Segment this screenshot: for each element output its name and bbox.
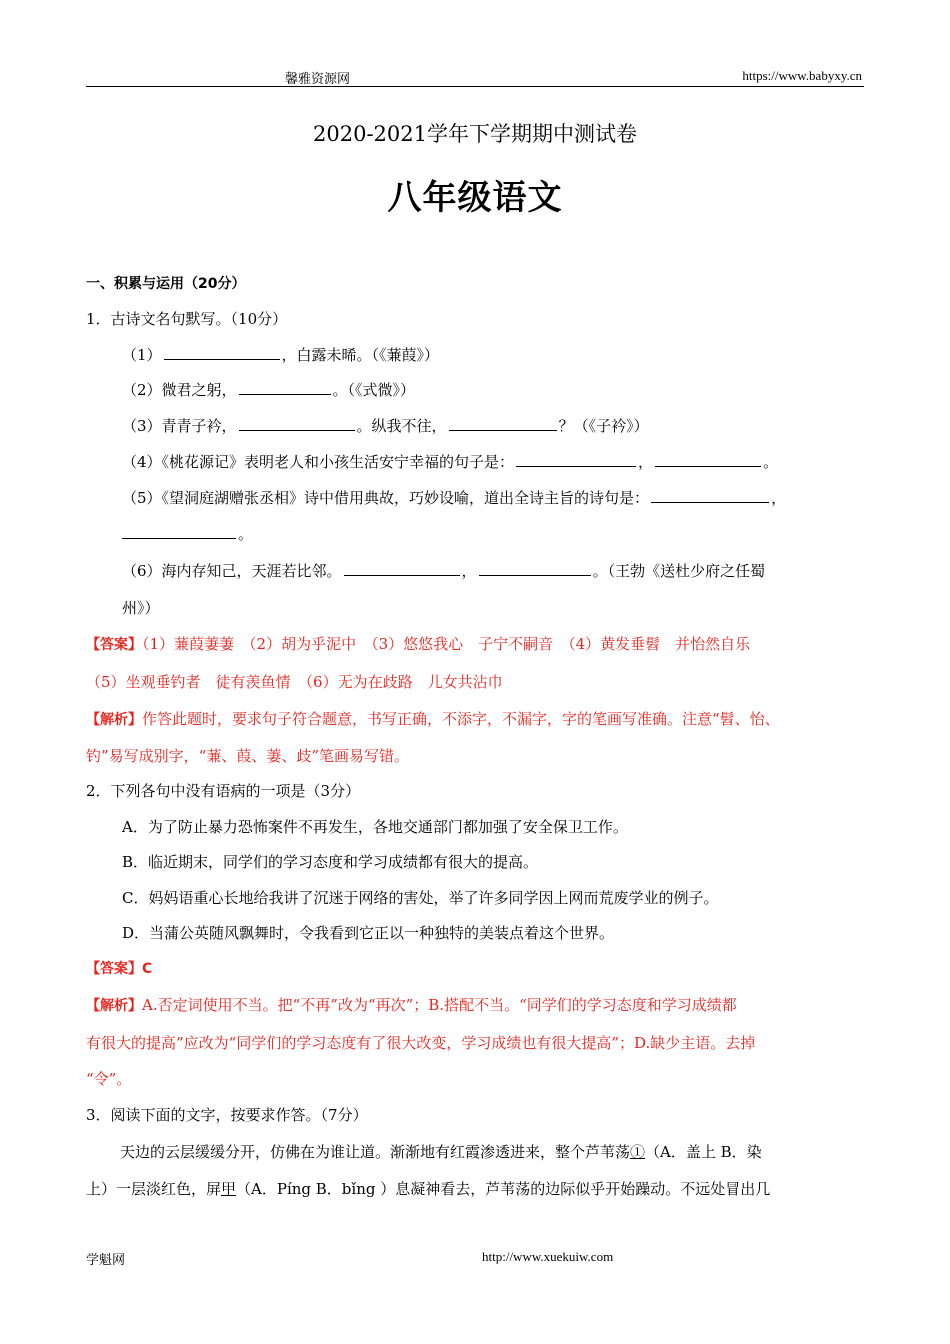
answer-blank[interactable]: [516, 452, 636, 467]
q1-stem: 1．古诗文名句默写。（10分）: [86, 310, 288, 328]
q1-item-3: （3）青青子衿， 。纵我不往， ？（《子衿》）: [122, 417, 649, 435]
q1-analysis-cont: 钓”易写成别字，“蒹、葭、萋、歧”笔画易写错。: [86, 747, 410, 765]
q1-answer: 【答案】（1）蒹葭萋萋 （2）胡为乎泥中 （3）悠悠我心 子宁不嗣音 （4）黄发垂髫 并怡然自乐: [86, 635, 751, 653]
q2-option-b[interactable]: B．临近期末，同学们的学习态度和学习成绩都有很大的提高。: [122, 853, 539, 871]
q1-item-5: （5）《望洞庭湖赠张丞相》诗中借用典故，巧妙设喻，道出全诗主旨的诗句是： ，: [122, 489, 787, 507]
q1-answer-cont: （5）坐观垂钓者 徒有羡鱼情 （6）无为在歧路 儿女共沾巾: [86, 673, 503, 691]
q1-item-4: （4）《桃花源记》表明老人和小孩生活安宁幸福的句子是： ， 。: [122, 453, 779, 471]
q1-item-6-cont: 州》）: [122, 599, 160, 617]
q2-analysis-cont: 有很大的提高”应改为“同学们的学习态度有了很大改变，学习成绩也有很大提高”；D.缺少主语。去掉: [86, 1034, 756, 1052]
q1-item-1: （1） ，白露未晞。（《蒹葭》）: [122, 346, 440, 364]
q2-option-d[interactable]: D．当蒲公英随风飘舞时，令我看到它正以一种独特的美装点着这个世界。: [122, 924, 615, 942]
header-divider: [86, 86, 864, 87]
answer-blank[interactable]: [344, 561, 460, 576]
footer-url[interactable]: http://www.xuekuiw.com: [482, 1249, 614, 1264]
answer-blank[interactable]: [651, 488, 769, 503]
q2-analysis: 【解析】A.否定词使用不当。把“不再”改为“再次”；B.搭配不当。“同学们的学习态度和学习成绩都: [86, 996, 737, 1014]
q3-passage-line: 天边的云层缓缓分开，仿佛在为谁让道。渐渐地有红霞渗透进来，整个芦苇荡①（A．盖上 B．染: [120, 1143, 762, 1161]
q2-option-a[interactable]: A．为了防止暴力恐怖案件不再发生，各地交通部门都加强了安全保卫工作。: [122, 818, 628, 836]
header-url[interactable]: https://www.babyxy.cn: [742, 68, 862, 83]
section-heading: 一、积累与运用（20分）: [86, 276, 246, 292]
answer-blank[interactable]: [655, 452, 761, 467]
answer-blank[interactable]: [239, 380, 331, 395]
answer-blank[interactable]: [449, 416, 557, 431]
footer-site-name: 学魁网: [86, 1253, 126, 1268]
answer-blank[interactable]: [479, 561, 591, 576]
q1-item-5-cont: 。: [122, 523, 253, 544]
answer-blank[interactable]: [239, 416, 355, 431]
exam-title: 2020-2021学年下学期期中测试卷: [313, 122, 637, 146]
blank-marker: ①: [630, 1143, 646, 1161]
q2-option-c[interactable]: C．妈妈语重心长地给我讲了沉迷于网络的害处，举了许多同学因上网而荒废学业的例子。: [122, 889, 719, 907]
q1-item-2: （2）微君之躬， 。（《式微》）: [122, 381, 416, 399]
answer-blank[interactable]: [122, 524, 236, 539]
q1-item-6: （6）海内存知己，天涯若比邻。 ， 。（王勃《送杜少府之任蜀: [122, 562, 766, 580]
q1-analysis: 【解析】作答此题时，要求句子符合题意，书写正确，不添字，不漏字，字的笔画写准确。注意“髫、怡、: [86, 710, 780, 728]
q2-answer: 【答案】C: [86, 961, 153, 977]
answer-blank[interactable]: [164, 345, 280, 360]
blank-marker: 甲: [221, 1180, 237, 1198]
q2-analysis-cont: “令”。: [86, 1070, 132, 1088]
q3-stem: 3．阅读下面的文字，按要求作答。（7分）: [86, 1106, 368, 1124]
exam-subject: 八年级语文: [387, 178, 563, 218]
header-site-name: 馨雅资源网: [285, 72, 351, 87]
q3-passage-line: 上）一层淡红色，屏甲（A．Píng B．bǐng ）息凝神看去，芦苇荡的边际似乎开始躁动。不远处冒出几: [86, 1180, 771, 1198]
q2-stem: 2．下列各句中没有语病的一项是（3分）: [86, 782, 361, 800]
